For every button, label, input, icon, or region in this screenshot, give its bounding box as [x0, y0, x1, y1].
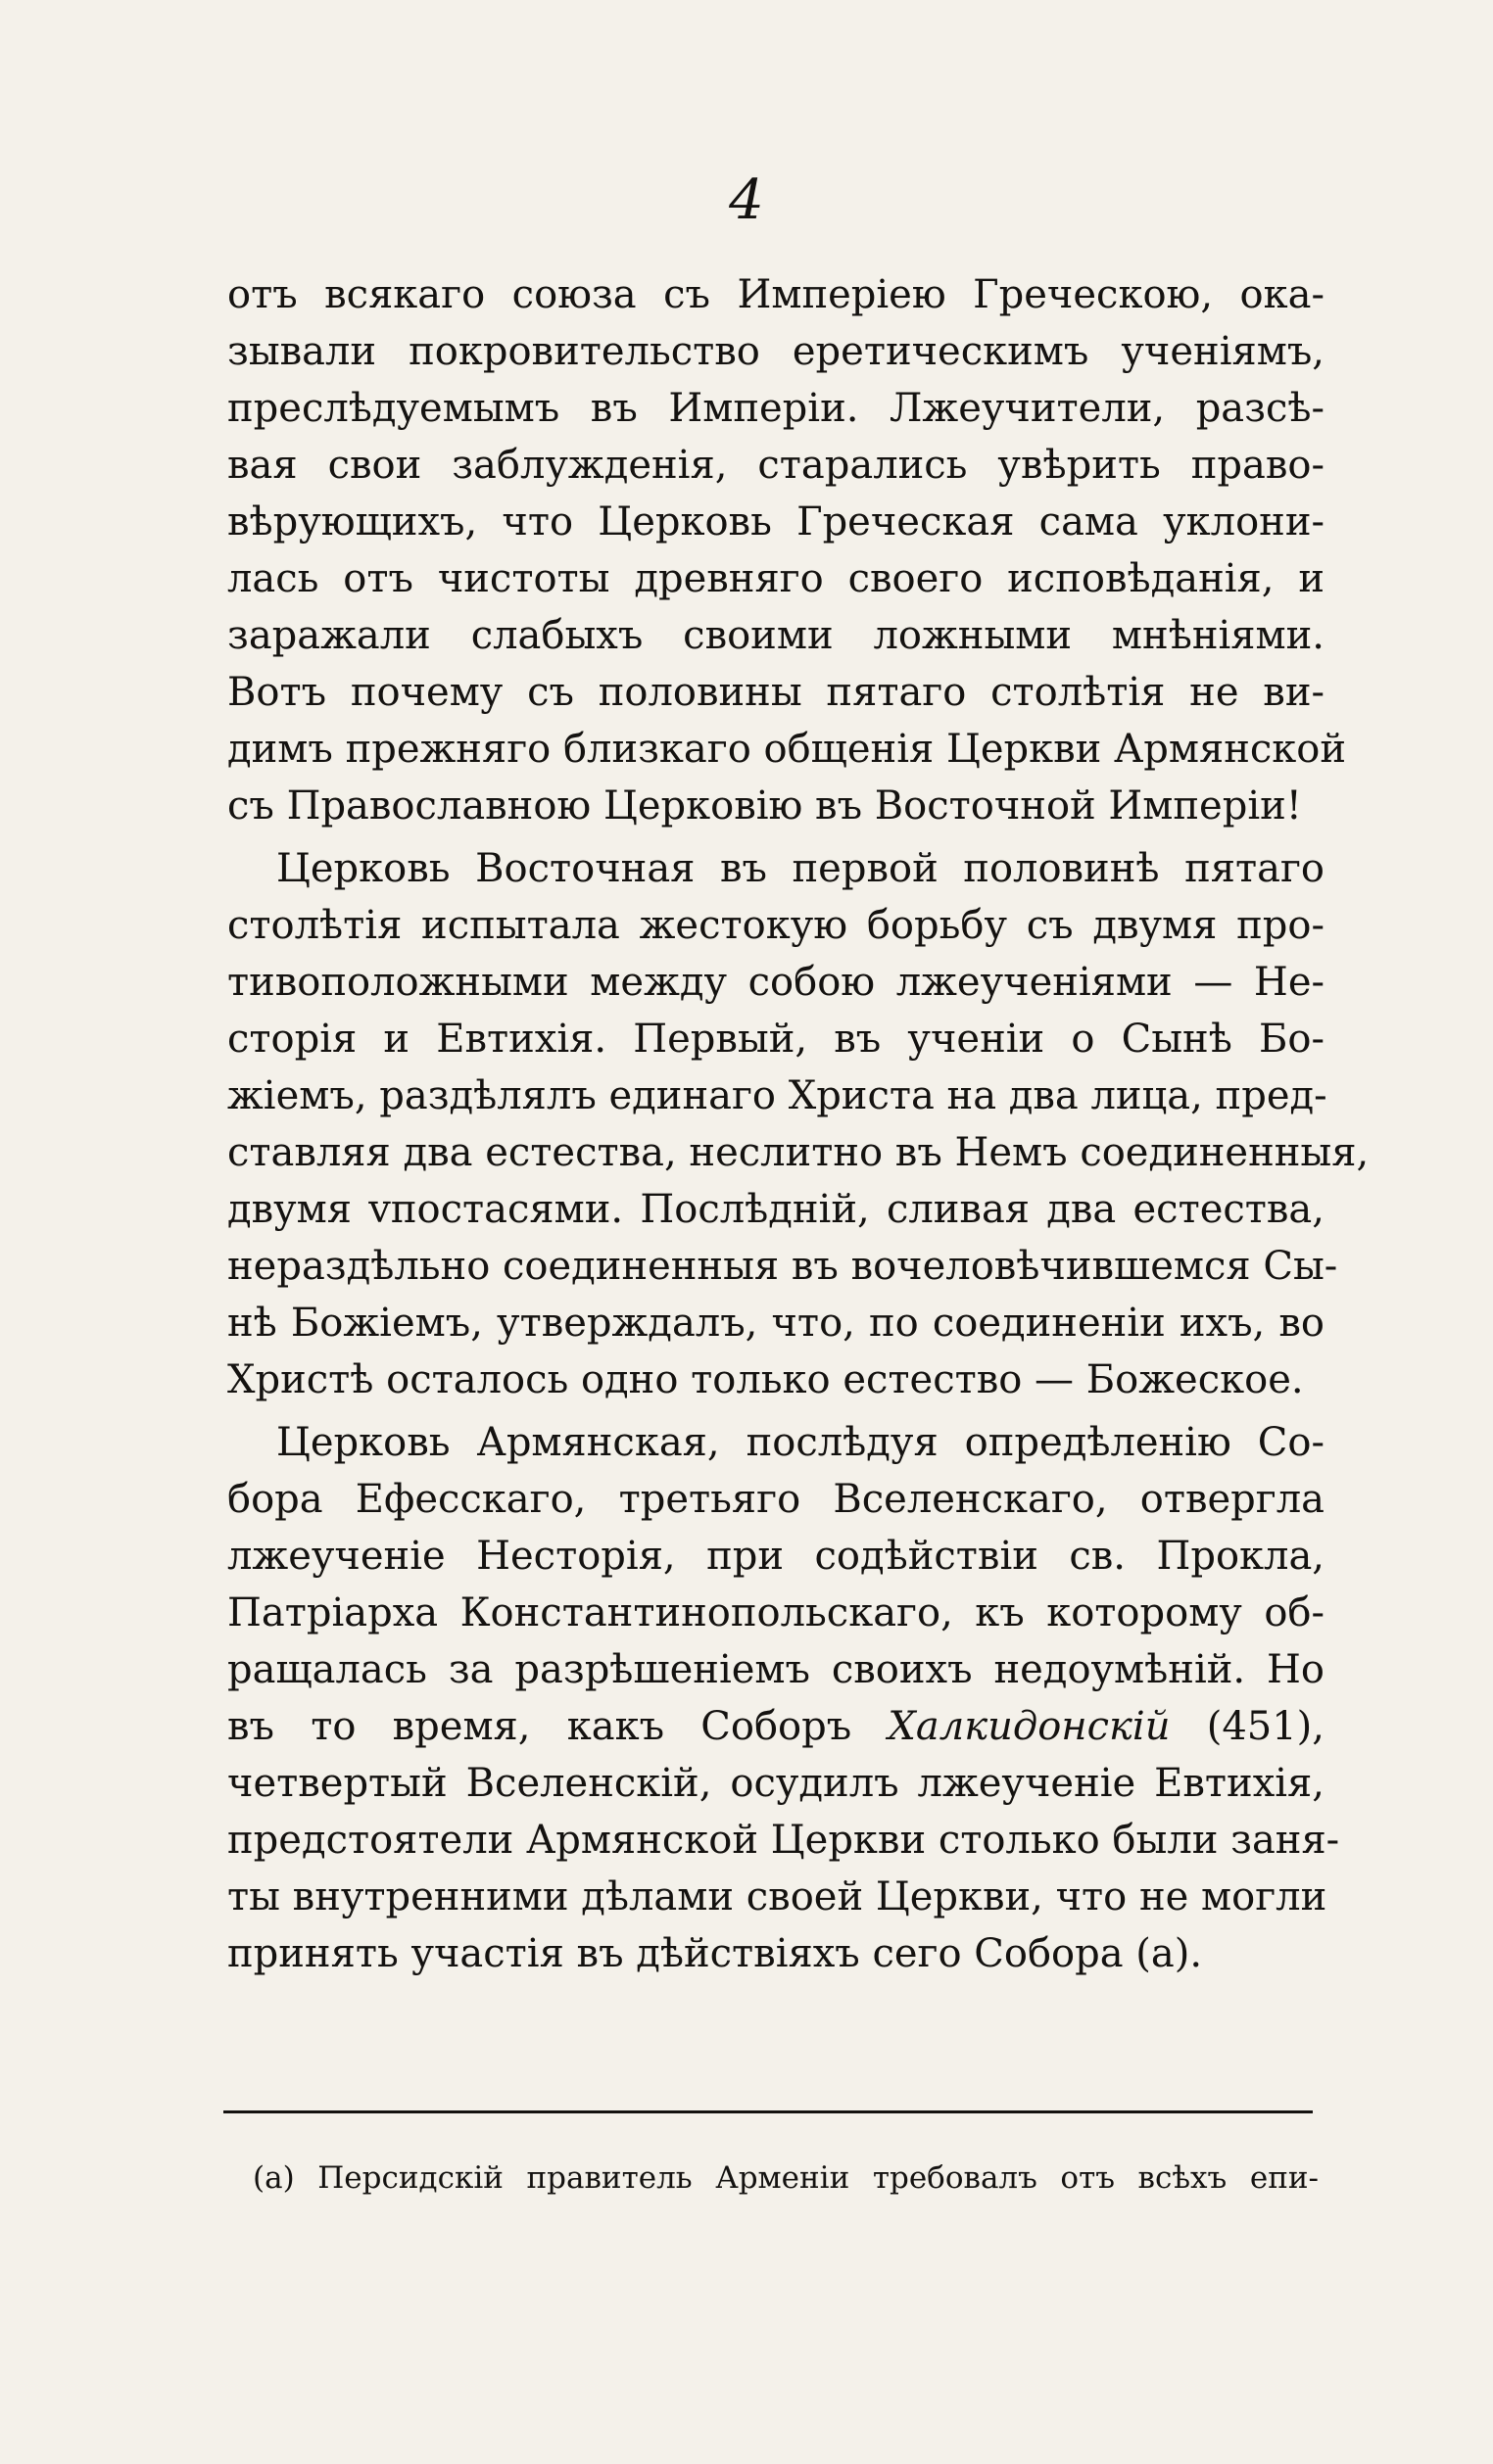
text-line: ставляя два естества, неслитно въ Немъ соединенныя,	[227, 1130, 1370, 1175]
text-line: отъ всякаго союза съ Имперiею Греческою, ока-	[227, 272, 1324, 317]
text-line: Церковь Армянская, послѣдуя опредѣленiю Со-	[276, 1420, 1324, 1465]
council-name: Халкидонскiй	[888, 1704, 1171, 1749]
line-text: въ то время, какъ Соборъ	[227, 1704, 852, 1749]
text-line: жiемъ, раздѣлялъ единаго Христа на два лица, пред-	[227, 1073, 1327, 1118]
text-line: Христѣ осталось одно только естество — Божеское.	[227, 1357, 1304, 1402]
footnote: (а) Персидскiй правитель Арменiи требовалъ отъ всѣхъ епи-	[253, 2160, 1319, 2196]
footnote-rule	[223, 2110, 1313, 2113]
text-line: тивоположными между собою лжеученiями — Не-	[227, 960, 1324, 1005]
text-line: преслѣдуемымъ въ Имперiи. Лжеучители, разсѣ-	[227, 386, 1324, 431]
text-line: четвертый Вселенскiй, осудилъ лжеученiе Евтихiя,	[227, 1761, 1324, 1806]
text-line: нераздѣльно соединенныя въ вочеловѣчившемся Сы-	[227, 1244, 1338, 1289]
text-line: димъ прежняго близкаго общенiя Церкви Армянской	[227, 727, 1347, 772]
text-line	[227, 1698, 1324, 1755]
text-line: ты внутренними дѣлами своей Церкви, что не могли	[227, 1874, 1327, 1919]
text-line: Церковь Восточная въ первой половинѣ пятаго	[276, 846, 1324, 891]
page-number: 4	[729, 168, 764, 232]
text-line: бора Ефесскаго, третьяго Вселенскаго, отвергла	[227, 1477, 1324, 1522]
text-line: двумя vпостасями. Послѣднiй, сливая два естества,	[227, 1187, 1324, 1232]
text-line: вая свои заблужденiя, старались увѣрить право-	[227, 443, 1324, 488]
text-line: лжеученiе Несторiя, при содѣйствiи св. Прокла,	[227, 1534, 1324, 1579]
text-line: зывали покровительство еретическимъ ученiямъ,	[227, 329, 1324, 374]
text-line: нѣ Божiемъ, утверждалъ, что, по соединенiи ихъ, во	[227, 1301, 1324, 1346]
text-line: Патрiарха Константинопольскаго, къ которому об-	[227, 1590, 1324, 1635]
text-line: заражали слабыхъ своими ложными мнѣнiями.	[227, 613, 1324, 658]
text-line: лась отъ чистоты древняго своего исповѣданiя, и	[227, 556, 1324, 601]
text-line: принять участiя въ дѣйствiяхъ сего Собора (а).	[227, 1931, 1203, 1976]
text-line: ращалась за разрѣшенiемъ своихъ недоумѣнiй. Но	[227, 1647, 1324, 1692]
text-line: сторiя и Евтихiя. Первый, въ ученiи о Сынѣ Бо-	[227, 1017, 1324, 1062]
text-line: вѣрующихъ, что Церковь Греческая сама уклони-	[227, 499, 1324, 545]
text-line: Вотъ почему съ половины пятаго столѣтiя не ви-	[227, 670, 1324, 715]
text-line: столѣтiя испытала жестокую борьбу съ двумя про-	[227, 903, 1324, 948]
council-date: (451),	[1206, 1704, 1324, 1749]
text-line: предстоятели Армянской Церкви столько были заня-	[227, 1818, 1340, 1863]
text-line: съ Православною Церковiю въ Восточной Имперiи!	[227, 783, 1302, 829]
